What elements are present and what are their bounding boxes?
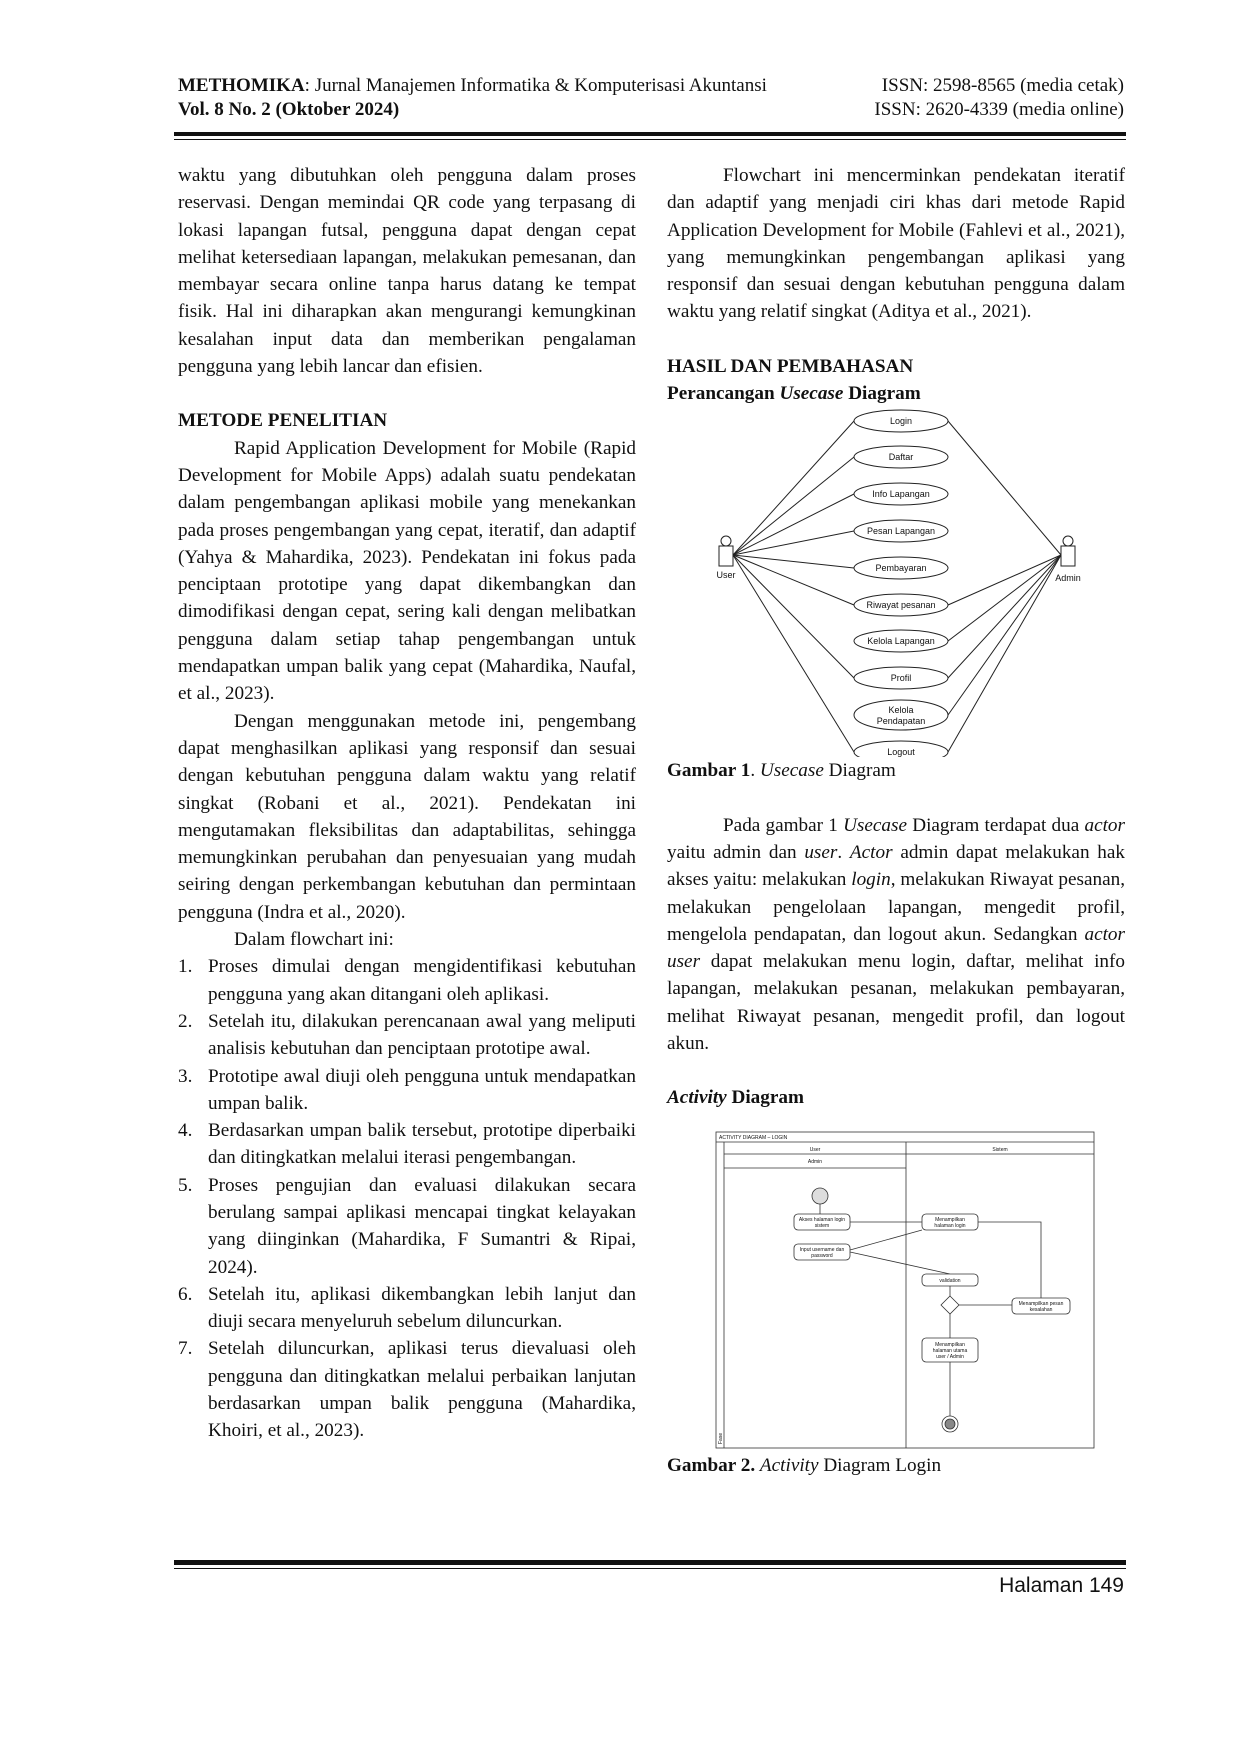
- list-item: [178, 1008, 636, 1063]
- activity-label: validation: [939, 1277, 961, 1284]
- issn-print: ISSN: 2598-8565 (media cetak): [881, 75, 1124, 96]
- metode-heading: METODE PENELITIAN: [178, 410, 388, 432]
- header-rule-thick: [174, 132, 1126, 136]
- list-text: Setelah diluncurkan, aplikasi terus dievaluasi oleh pengguna dan ditingkatkan melalui perbaikan lanjutan berdasarkan umpan balik pengguna (Mahardika, Khoiri, et al., 2023).: [208, 1338, 636, 1442]
- volume: Vol. 8 No. 2 (Oktober 2024): [178, 99, 400, 120]
- user-actor-icon: [719, 536, 733, 566]
- activity-label: halaman login: [934, 1222, 966, 1229]
- lane-system-label: Sistem: [992, 1146, 1008, 1153]
- list-text: Setelah itu, dilakukan perencanaan awal yang meliputi analisis kebutuhan dan penciptaan prototipe awal.: [208, 1010, 636, 1060]
- hasil-heading: HASIL DAN PEMBAHASAN: [667, 355, 914, 377]
- list-number: 7.: [178, 1338, 193, 1360]
- list-text: Berdasarkan umpan balik tersebut, prototipe diperbaiki dan ditingkatkan melalui iterasi pengembangan.: [208, 1120, 636, 1169]
- fig2-em: Activity: [759, 1454, 819, 1476]
- metode-paragraph-1: Rapid Application Development for Mobile (Rapid Development for Mobile Apps) adalah suatu pendekatan dalam pengembangan aplikasi mobile yang menekankan pada proses pengembangan yang cepat, iteratif, dan adaptif (Yahya & Mahardika, 2023). Pendekatan ini fokus pada penciptaan prototipe yang dapat dikembangkan dan dimodifikasi dengan cepat, sering kali dengan melibatkan pengguna dalam setiap tahap pengembangan untuk mendapatkan umpan balik yang cepat (Mahardika, Naufal, et al., 2023).: [178, 437, 636, 705]
- list-item: [178, 953, 636, 1008]
- usecase-label: Pesan Lapangan: [866, 526, 936, 537]
- list-item: [178, 1172, 636, 1281]
- usecase-label: Login: [889, 416, 913, 427]
- text-run: Actor: [849, 841, 893, 863]
- list-number: 3.: [178, 1065, 193, 1087]
- list-number: 2.: [178, 1010, 193, 1032]
- text-run: actor: [1084, 814, 1125, 836]
- activity-label: halaman utama: [932, 1347, 968, 1354]
- text-run: , melakukan Riwayat pesanan, melakukan pengelolaan lapangan, mengedit profil, mengelola pendapatan, dan logout akun. Sedangkan: [667, 869, 1125, 945]
- flow-intro: Dalam flowchart ini:: [234, 929, 394, 951]
- list-item: [178, 1063, 636, 1118]
- steps-list: [178, 953, 636, 1444]
- list-text: Setelah itu, aplikasi dikembangkan lebih lanjut dan diuji secara menyeluruh sebelum diluncurkan.: [208, 1283, 636, 1333]
- activity-label: Menampilkan: [935, 1216, 965, 1223]
- text-run: .: [837, 841, 850, 863]
- activity-label: kesalahan: [1029, 1306, 1053, 1313]
- journal-subtitle: : Jurnal Manajemen Informatika & Komputerisasi Akuntansi: [304, 75, 767, 96]
- text-run: user: [804, 841, 838, 863]
- activity-label: Input username dan: [799, 1246, 845, 1253]
- list-number: 5.: [178, 1174, 193, 1196]
- usecase-label: Riwayat pesanan: [866, 600, 936, 611]
- usecase-sub-em: Usecase: [779, 383, 844, 405]
- intro-paragraph: waktu yang dibutuhkan oleh pengguna dalam proses reservasi. Dengan memindai QR code yang terpasang di lokasi lapangan futsal, pengguna dapat dengan cepat melihat ketersediaan lapangan, melakukan pemesanan, dan membayar secara online tanpa harus datang ke tempat fisik. Hal ini diharapkan akan mengurangi kemungkinan kesalahan input data dan memberikan pengalaman pengguna yang lebih lancar dan efisien.: [178, 165, 636, 378]
- journal-title: [178, 74, 767, 98]
- list-number: 4.: [178, 1120, 193, 1142]
- usecase-diagram: [686, 407, 1106, 757]
- fig1-rest: Diagram: [823, 760, 896, 782]
- activity-heading-rest: Diagram: [726, 1087, 804, 1109]
- activity-heading: [667, 1084, 1125, 1111]
- text-run: actor user: [667, 923, 1125, 973]
- left-column: [178, 162, 636, 1445]
- page-number: Halaman 149: [999, 1574, 1124, 1597]
- actor-label-admin: Admin: [1055, 573, 1081, 584]
- activity-heading-em: Activity: [667, 1087, 727, 1109]
- text-run: admin dapat melakukan hak akses yaitu: melakukan: [667, 841, 1125, 891]
- activity-label: Menampilkan pesan: [1018, 1300, 1064, 1307]
- right-column: [667, 162, 1125, 1479]
- activity-label: Menampilkan: [935, 1341, 965, 1348]
- list-text: Prototipe awal diuji oleh pengguna untuk mendapatkan umpan balik.: [208, 1065, 636, 1114]
- usecase-sub-pre: Perancangan: [667, 383, 780, 405]
- usecase-label: Profil: [890, 673, 912, 684]
- activity-label: sistem: [814, 1222, 830, 1229]
- metode-paragraph-2: Dengan menggunakan metode ini, pengembang dapat menghasilkan aplikasi yang responsif dan sesuai dengan kebutuhan pengguna dalam waktu yang relatif singkat (Robani et al., 2021). Pendekatan ini mengutamakan fleksibilitas dan adaptabilitas, sehingga memungkinkan perubahan dan penyesuaian yang mudah seiring dengan perkembangan kebutuhan dan permintaan pengguna (Indra et al., 2020).: [178, 710, 636, 923]
- list-item: [178, 1281, 636, 1336]
- page-header: [178, 74, 1124, 122]
- usecase-subheading: [667, 380, 1125, 407]
- usecase-label: Logout: [887, 747, 915, 758]
- activity-label: user / Admin: [936, 1353, 964, 1360]
- text-run: Usecase: [843, 814, 907, 836]
- text-run: dapat melakukan menu login, daftar, melihat info lapangan, melakukan pesanan, melakukan pembayaran, melihat Riwayat pesanan, mengedit profil, dan logout akun.: [667, 951, 1125, 1055]
- fig1-dot: .: [750, 760, 760, 782]
- usecase-description: [667, 812, 1125, 1058]
- usecase-label: Info Lapangan: [872, 489, 930, 500]
- header-rule-thin: [174, 139, 1126, 140]
- sublane-label: Admin: [807, 1158, 823, 1165]
- activity-label: password: [811, 1252, 833, 1259]
- usecase-label: Daftar: [888, 452, 914, 463]
- actor-label-user: User: [716, 570, 736, 581]
- list-text: Proses dimulai dengan mengidentifikasi kebutuhan pengguna yang akan ditangani oleh aplikasi.: [208, 956, 636, 1005]
- list-number: 1.: [178, 956, 193, 978]
- usecase-label: Kelola: [888, 705, 914, 716]
- fig1-num: Gambar 1: [667, 760, 751, 782]
- usecase-sub-post: Diagram: [843, 383, 921, 405]
- footer-rule-thin: [174, 1568, 1126, 1569]
- side-label: Fase: [718, 1432, 724, 1444]
- activity-label: Akses halaman login: [798, 1216, 846, 1223]
- activity-diagram: [694, 1126, 1098, 1452]
- list-item: [178, 1117, 636, 1172]
- list-number: 6.: [178, 1283, 193, 1305]
- figure-2-caption: [667, 1452, 1125, 1479]
- text-run: Diagram terdapat dua: [907, 814, 1085, 836]
- usecase-label: Kelola Lapangan: [867, 636, 935, 647]
- list-item: [178, 1335, 636, 1444]
- list-text: Proses pengujian dan evaluasi dilakukan secara berulang sampai aplikasi mencapai tingkat kelayakan yang diinginkan (Mahardika, F Sumantri & Ripai, 2024).: [208, 1174, 636, 1278]
- text-run: Pada gambar 1: [723, 814, 844, 836]
- admin-actor-icon: [1061, 536, 1075, 566]
- fig2-num: Gambar 2.: [667, 1454, 756, 1476]
- activity-title: ACTIVITY DIAGRAM – LOGIN: [719, 1134, 788, 1141]
- figure-1-caption: [667, 757, 1125, 784]
- fig2-rest: Diagram Login: [818, 1454, 942, 1476]
- usecase-label: Pendapatan: [876, 716, 926, 727]
- lane-user-label: User: [809, 1146, 821, 1153]
- usecase-label: Pembayaran: [875, 563, 927, 574]
- fig1-em: Usecase: [759, 760, 824, 782]
- journal-name: METHOMIKA: [178, 75, 305, 96]
- flowchart-paragraph: Flowchart ini mencerminkan pendekatan iteratif dan adaptif yang menjadi ciri khas dari metode Rapid Application Development for Mobile (Fahlevi et al., 2021), yang memungkinkan pengembangan aplikasi yang responsif dan sesuai dengan kebutuhan pengguna dalam waktu yang relatif singkat (Aditya et al., 2021).: [667, 165, 1125, 323]
- text-run: yaitu admin dan: [667, 841, 805, 863]
- footer-rule-thick: [174, 1560, 1126, 1565]
- issn-online: ISSN: 2620-4339 (media online): [874, 99, 1124, 120]
- text-run: login: [851, 869, 891, 891]
